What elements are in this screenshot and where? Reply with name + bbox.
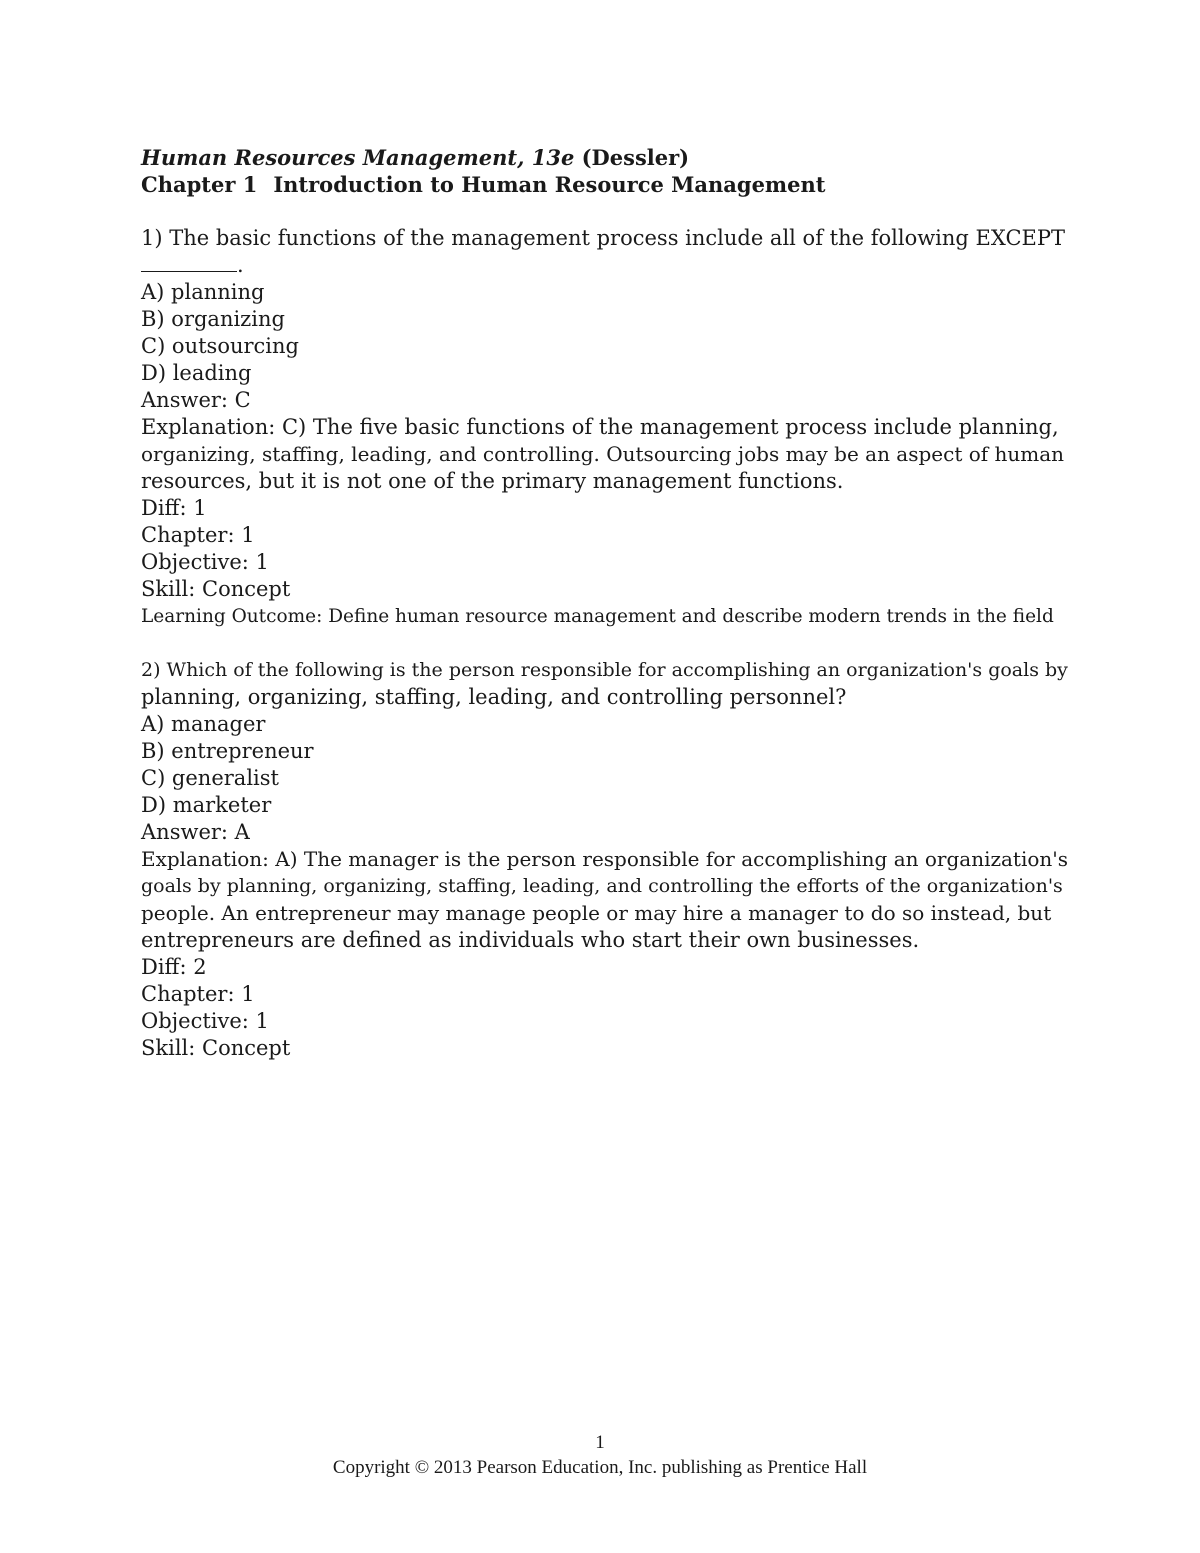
option-b: B) entrepreneur [141, 739, 314, 763]
question-stem: planning, organizing, staffing, leading, and controlling personnel? [141, 685, 847, 709]
objective: Objective: 1 [141, 550, 269, 574]
blank-suffix: . [237, 253, 244, 277]
chapter-ref: Chapter: 1 [141, 982, 255, 1006]
option-a: A) manager [141, 712, 266, 736]
question-stem: 2) Which of the following is the person responsible for accomplishing an organization's goals by [141, 659, 1068, 681]
option-a: A) planning [141, 280, 265, 304]
question-1 [141, 225, 1071, 630]
explanation-line: Explanation: A) The manager is the person responsible for accomplishing an organization's [141, 847, 1069, 871]
chapter-heading [141, 171, 1071, 198]
answer: Answer: C [141, 388, 251, 412]
page-number: 1 [595, 1432, 605, 1453]
learning-outcome: Learning Outcome: Define human resource management and describe modern trends in the field [141, 606, 1054, 627]
explanation-line: entrepreneurs are defined as individuals who start their own businesses. [141, 928, 920, 952]
explanation-line: people. An entrepreneur may manage people or may hire a manager to do so instead, but [141, 901, 1052, 925]
answer-blank [141, 253, 237, 272]
chapter-label: Chapter 1 [141, 172, 258, 197]
chapter-title: Introduction to Human Resource Management [273, 172, 826, 197]
option-c: C) generalist [141, 766, 279, 790]
skill: Skill: Concept [141, 577, 291, 601]
skill: Skill: Concept [141, 1036, 291, 1060]
explanation-line: organizing, staffing, leading, and controlling. Outsourcing jobs may be an aspect of human [141, 442, 1065, 466]
book-title: Human Resources Management, 13e [141, 145, 575, 170]
objective: Objective: 1 [141, 1009, 269, 1033]
option-d: D) leading [141, 361, 252, 385]
option-d: D) marketer [141, 793, 272, 817]
difficulty: Diff: 1 [141, 496, 207, 520]
chapter-ref: Chapter: 1 [141, 523, 255, 547]
answer: Answer: A [141, 820, 250, 844]
document-body [141, 144, 1071, 1062]
book-author: (Dessler) [581, 145, 690, 170]
option-c: C) outsourcing [141, 334, 299, 358]
explanation-line: resources, but it is not one of the primary management functions. [141, 469, 844, 493]
difficulty: Diff: 2 [141, 955, 207, 979]
explanation-line: Explanation: C) The five basic functions of the management process include planning, [141, 415, 1059, 439]
copyright-notice: Copyright © 2013 Pearson Education, Inc. publishing as Prentice Hall [332, 1457, 868, 1478]
question-2 [141, 657, 1071, 1062]
question-stem: 1) The basic functions of the management process include all of the following EXCEPT [141, 226, 1065, 250]
option-b: B) organizing [141, 307, 285, 331]
book-title-line [141, 144, 1071, 171]
question-blank-line [141, 252, 1071, 279]
explanation-line: goals by planning, organizing, staffing, leading, and controlling the efforts of the organization's [141, 875, 1063, 897]
